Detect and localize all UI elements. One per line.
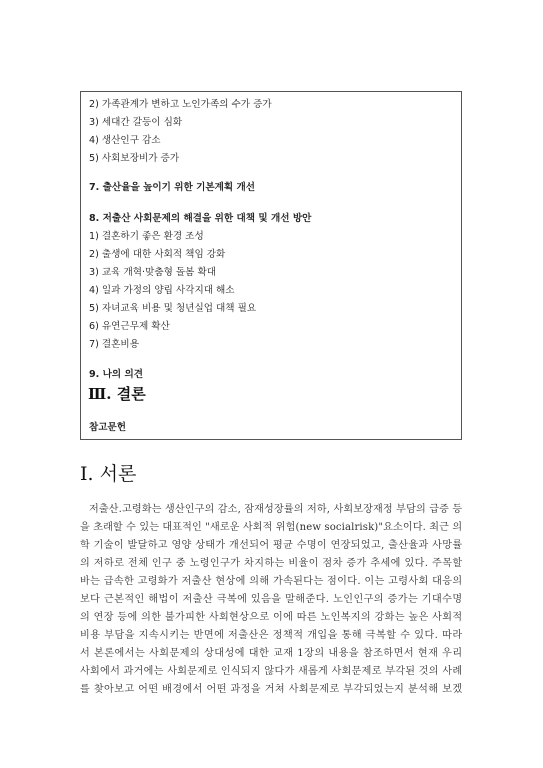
body-line: 을 초래할 수 있는 대표적인 "새로운 사회적 위험(new socialrisk)"요소이다. 최근 의 <box>80 522 463 533</box>
toc-item: 7) 결혼비용 <box>89 339 139 350</box>
body-line: 서 본론에서는 사회문제의 상대성에 대한 교재 1장의 내용을 참조하면서 현재 우리 <box>80 648 463 659</box>
section-heading: Ⅰ. 서론 <box>80 463 137 485</box>
toc-item: 4) 일과 가정의 양립 사각지대 해소 <box>89 285 235 296</box>
body-line: 바는 급속한 고령화가 저출산 현상에 의해 가속된다는 점이다. 이는 고령사회 대응의 <box>80 576 463 587</box>
body-line: 저출산.고령화는 생산인구의 감소, 잠재성장률의 저하, 사회보장재정 부담의 급증 등 <box>89 504 463 515</box>
toc-item: 2) 가족관계가 변하고 노인가족의 수가 증가 <box>89 99 272 110</box>
toc-section: 9. 나의 의견 <box>89 369 144 380</box>
body-line: 사회에서 과거에는 사회문제로 인식되지 않다가 새롭게 사회문제로 부각된 것의 사례 <box>80 666 463 677</box>
body-line: 학 기술이 발달하고 영양 상태가 개선되어 평균 수명이 연장되었고, 출산율과 사망률 <box>80 540 463 551</box>
table-of-contents <box>80 91 462 440</box>
toc-item: 5) 사회보장비가 증가 <box>89 153 180 164</box>
toc-references: 참고문헌 <box>89 422 127 433</box>
toc-item: 3) 교육 개혁·맞춤형 돌봄 확대 <box>89 267 217 278</box>
toc-item: 5) 자녀교육 비용 및 청년실업 대책 필요 <box>89 303 257 314</box>
body-line: 를 찾아보고 어떤 배경에서 어떤 과정을 거쳐 사회문제로 부각되었는지 분석해 보겠 <box>80 684 463 695</box>
toc-item: 1) 결혼하기 좋은 환경 조성 <box>89 231 204 242</box>
toc-section: 7. 출산율을 높이기 위한 기본계획 개선 <box>89 182 256 193</box>
toc-section: 8. 저출산 사회문제의 해결을 위한 대책 및 개선 방안 <box>89 213 312 224</box>
toc-conclusion: Ⅲ. 결론 <box>88 385 146 403</box>
body-line: 의 연장 등에 의한 불가피한 사회현상으로 이에 따른 노인복지의 강화는 높은 사회적 <box>80 612 463 623</box>
toc-item: 2) 출생에 대한 사회적 책임 강화 <box>89 249 226 260</box>
toc-item: 4) 생산인구 감소 <box>89 135 161 146</box>
body-line: 비용 부담을 지속시키는 반면에 저출산은 정책적 개입을 통해 극복할 수 있다. 따라 <box>80 630 463 641</box>
toc-item: 6) 유연근무제 확산 <box>89 321 170 332</box>
toc-item: 3) 세대간 갈등이 심화 <box>89 117 183 128</box>
body-line: 보다 근본적인 해법이 저출산 극복에 있음을 말해준다. 노인인구의 증가는 기대수명 <box>80 594 463 605</box>
body-line: 의 저하로 전체 인구 중 노령인구가 차지하는 비율이 점차 증가 추세에 있다. 주목할 <box>80 558 463 569</box>
